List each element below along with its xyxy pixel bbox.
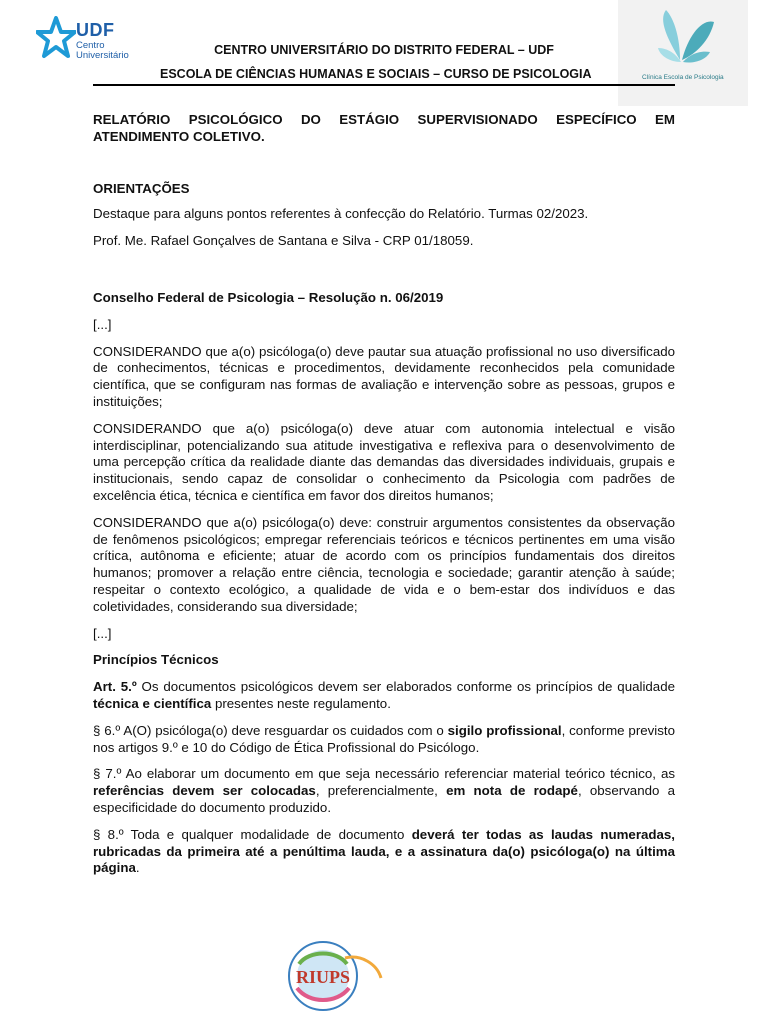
paragraph-8: § 8.º Toda e qualquer modalidade de documento deverá ter todas as laudas numeradas, rubricadas da primeira até a penúltima lauda, e a assinatura da(o) psicóloga(o) na última página. — [93, 826, 675, 876]
principios-heading: Princípios Técnicos — [93, 652, 219, 668]
orientacoes-line-1: Destaque para alguns pontos referentes à confecção do Relatório. Turmas 02/2023. — [93, 206, 589, 222]
riups-logo — [285, 938, 385, 1014]
institution-name: CENTRO UNIVERSITÁRIO DO DISTRITO FEDERAL – UDF — [214, 43, 554, 57]
clinic-logo-text: Clínica Escola de Psicologia — [642, 74, 724, 81]
cfp-heading: Conselho Federal de Psicologia – Resolução n. 06/2019 — [93, 289, 444, 305]
udf-logo-subtitle: Centro Universitário — [76, 40, 129, 61]
paragraph-7: § 7.º Ao elaborar um documento em que seja necessário referenciar material teórico técnico, as referências devem ser colocadas, preferencialmente, em nota de rodapé, observando a especificidade do documento produzido. — [93, 766, 676, 815]
considerando-1: CONSIDERANDO que a(o) psicóloga(o) deve pautar sua atuação profissional no uso diversificado de conhecimentos, técnicas e procedimentos, devidamente reconhecidos pela comunidade científica, que se configuram nas formas de avaliação e intervenção sobre as pessoas, grupos e instituições; — [93, 343, 675, 409]
butterfly-icon — [618, 0, 748, 80]
ellipsis-start: [...] — [93, 316, 112, 332]
considerando-3: CONSIDERANDO que a(o) psicóloga(o) deve: construir argumentos consistentes da observação de fenômenos psicológicos; empregar referenciais teóricos e técnicos pertinentes em uma visão crítica, autônoma e eficiente; atuar de acordo com os princípios fundamentais dos direitos humanos; promover a relação entre ciência, tecnologia e sociedade; garantir atenção à saúde; respeitar o contexto ecológico, a qualidade de vida e o bem-estar dos indivíduos e das coletividades, considerando sua diversidade; — [93, 514, 675, 614]
art-5-paragraph: Art. 5.º Os documentos psicológicos devem ser elaborados conforme os princípios de qualidade técnica e científica presentes neste regulamento. — [93, 679, 675, 711]
school-course-name: ESCOLA DE CIÊNCIAS HUMANAS E SOCIAIS – CURSO DE PSICOLOGIA — [160, 67, 592, 81]
considerando-2: CONSIDERANDO que a(o) psicóloga(o) deve atuar com autonomia intelectual e visão interdisciplinar, potencializando sua atitude investigativa e reflexiva para o desenvolvimento de uma percepção crítica da realidade diante das demandas das diversidades individuais, grupais e institucionais, sendo capaz de consolidar o conhecimento da Psicologia com padrões de excelência ética, técnica e científica em favor dos direitos humanos; — [93, 420, 675, 503]
art-5-label: Art. 5.º — [93, 679, 137, 695]
udf-logo — [36, 14, 136, 66]
ellipsis-end: [...] — [93, 625, 112, 641]
udf-logo-title: UDF — [76, 20, 115, 40]
riups-logo-text: RIUPS — [295, 967, 351, 987]
orientacoes-heading: ORIENTAÇÕES — [93, 180, 190, 196]
paragraph-6: § 6.º A(O) psicóloga(o) deve resguardar os cuidados com o sigilo profissional, conforme previsto nos artigos 9.º e 10 do Código de Ética Profissional do Psicólogo. — [93, 722, 675, 755]
riups-emblem-icon — [285, 938, 385, 1014]
document-body — [93, 112, 675, 877]
orientacoes-line-2: Prof. Me. Rafael Gonçalves de Santana e Silva - CRP 01/18059. — [93, 233, 474, 249]
header-divider — [93, 84, 675, 86]
document-title: RELATÓRIO PSICOLÓGICO DO ESTÁGIO SUPERVISIONADO ESPECÍFICO EM ATENDIMENTO COLETIVO. — [93, 112, 675, 144]
